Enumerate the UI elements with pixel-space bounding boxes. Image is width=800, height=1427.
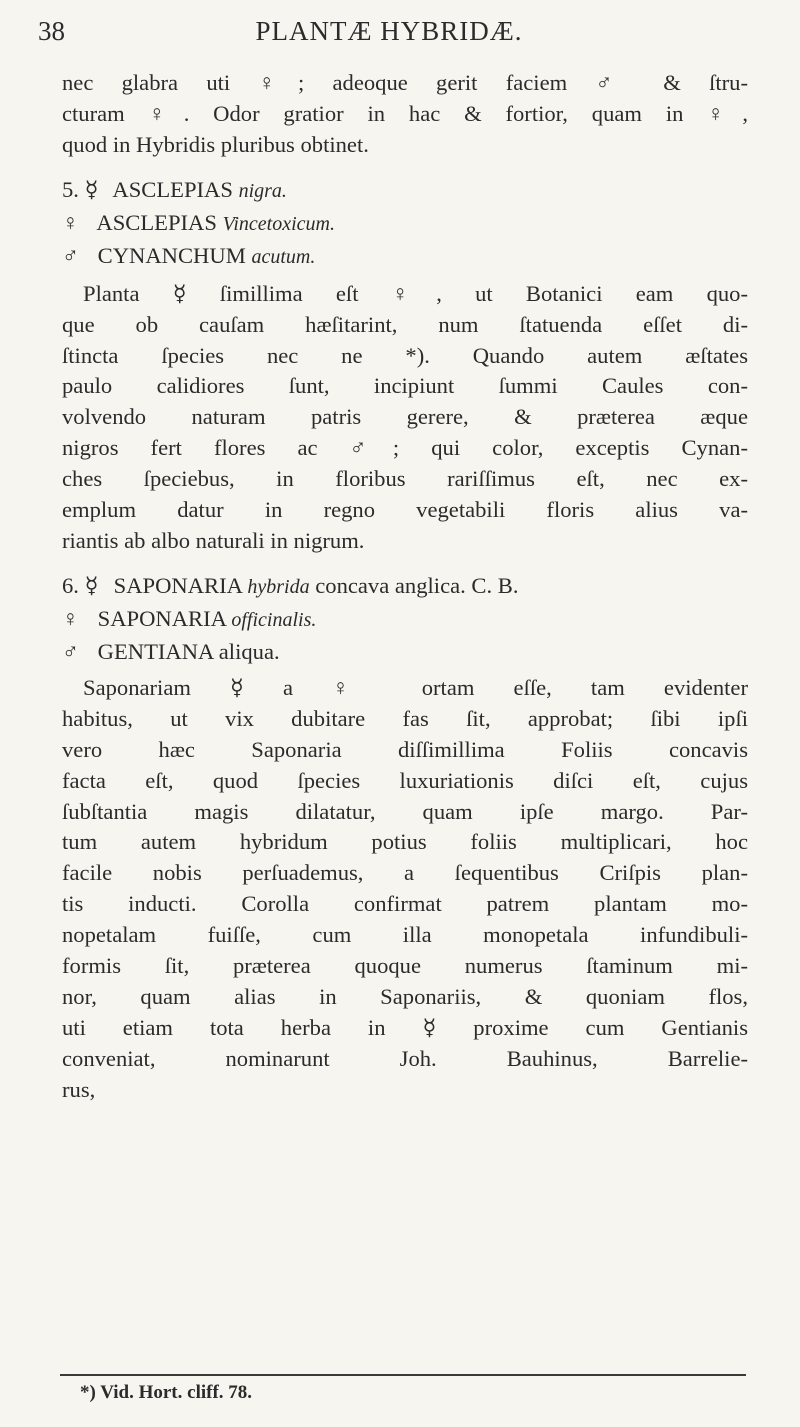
- text-line: que ob cauſam hæſitarint, num ſtatuenda eſſet di-: [62, 311, 748, 337]
- page-header: [38, 14, 740, 54]
- text-line: riantis ab albo naturali in nigrum.: [62, 527, 365, 553]
- genus-name: ASCLEPIAS: [112, 176, 233, 202]
- genus-name: SAPONARIA: [97, 605, 226, 631]
- text-line: tis inducti. Corolla confirmat patrem plantam mo-: [62, 891, 748, 917]
- text-line: facta eſt, quod ſpecies luxuriationis diſci eſt, cujus: [62, 767, 748, 793]
- species-epithet: acutum.: [251, 245, 316, 268]
- entry-rest: aliqua.: [213, 638, 280, 664]
- text-line: vero hæc Saponaria diſſimillima Foliis concavis: [62, 736, 748, 762]
- sex-symbol: ♂: [62, 638, 79, 664]
- text-line: cturam ♀. Odor gratior in hac & fortior, quam in ♀,: [62, 100, 748, 126]
- text-line: formis ſit, præterea quoque numerus ſtaminum mi-: [62, 953, 748, 979]
- footnote-rule: [60, 1374, 746, 1376]
- catchword: rus,: [62, 1076, 96, 1102]
- species-epithet: hybrida: [247, 575, 310, 598]
- footnote: *) Vid. Hort. cliff. 78.: [80, 1382, 253, 1403]
- entry-6: [62, 570, 748, 667]
- entry-line: [62, 570, 748, 603]
- species-epithet: Vincetoxicum.: [222, 212, 335, 235]
- entry-number-symbol: 5. ☿: [62, 176, 99, 202]
- text-line: uti etiam tota herba in ☿ proxime cum Gentianis: [62, 1014, 748, 1040]
- text-line: ſtincta ſpecies nec ne *). Quando autem æſtates: [62, 342, 748, 368]
- text-line: facile nobis perſuademus, a ſequentibus Criſpis plan-: [62, 860, 748, 886]
- entry-number-symbol: 6. ☿: [62, 572, 99, 598]
- sex-symbol: ♂: [62, 242, 79, 268]
- entry-line: [62, 636, 748, 667]
- entry-line: [62, 174, 748, 207]
- text-line: habitus, ut vix dubitare fas ſit, approbat; ſibi ipſi: [62, 705, 748, 731]
- text-line: conveniat, nominarunt Joh. Bauhinus, Barrelie-: [62, 1045, 748, 1071]
- genus-name: GENTIANA: [97, 638, 214, 664]
- genus-name: CYNANCHUM: [97, 242, 246, 268]
- text-line: ches ſpeciebus, in floribus rariſſimus eſt, nec ex-: [62, 466, 748, 492]
- text-line: Saponariam ☿ a ♀ ortam eſſe, tam evidenter: [83, 674, 748, 700]
- genus-name: SAPONARIA: [113, 572, 242, 598]
- running-head: PLANTÆ HYBRIDÆ.: [255, 16, 523, 46]
- sex-symbol: ♀: [62, 605, 79, 631]
- sex-symbol: ♀: [62, 209, 79, 235]
- text-line: tum autem hybridum potius foliis multiplicari, hoc: [62, 829, 748, 855]
- text-line: emplum datur in regno vegetabili floris alius va-: [62, 497, 748, 523]
- page-body: [62, 68, 748, 1106]
- text-line: nopetalam fuiſſe, cum illa monopetala infundibuli-: [62, 922, 748, 948]
- text-line: nigros fert flores ac ♂; qui color, exceptis Cynan-: [62, 435, 748, 461]
- entry-line: [62, 240, 748, 273]
- entry-rest: concava anglica. C. B.: [309, 572, 519, 598]
- genus-name: ASCLEPIAS: [96, 209, 217, 235]
- species-epithet: nigra.: [238, 179, 287, 202]
- species-epithet: officinalis.: [231, 608, 317, 631]
- text-line: Planta ☿ ſimillima eſt ♀, ut Botanici eam quo-: [83, 280, 748, 306]
- text-line: volvendo naturam patris gerere, & præterea æque: [62, 404, 748, 430]
- text-line: paulo calidiores ſunt, incipiunt ſummi Caules con-: [62, 373, 748, 399]
- page-number: 38: [38, 16, 65, 46]
- entry-line: [62, 603, 748, 636]
- text-line: nor, quam alias in Saponariis, & quoniam flos,: [62, 983, 748, 1009]
- text-line: quod in Hybridis pluribus obtinet.: [62, 131, 369, 157]
- text-line: nec glabra uti ♀; adeoque gerit faciem ♂ & ſtru-: [62, 70, 748, 95]
- entry-line: [62, 207, 748, 240]
- entry-5: [62, 174, 748, 273]
- text-line: ſubſtantia magis dilatatur, quam ipſe margo. Par-: [62, 798, 748, 824]
